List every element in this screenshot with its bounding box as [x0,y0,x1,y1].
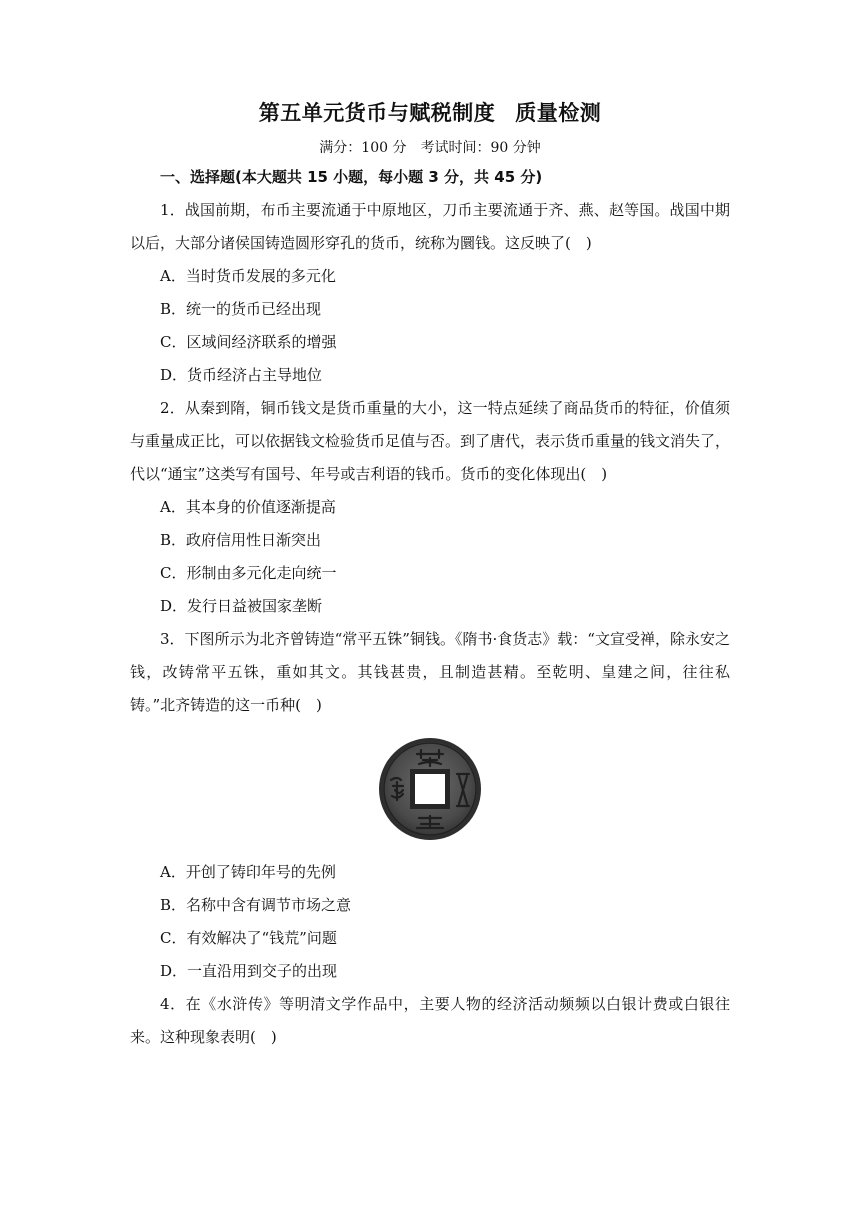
option-c: C．区域间经济联系的增强 [160,333,337,351]
option-d: D．一直沿用到交子的出现 [160,962,338,980]
question-3 [130,623,730,988]
option-d: D．发行日益被国家垄断 [160,597,323,615]
option-b: B．名称中含有调节市场之意 [160,896,352,914]
title-sub: 质量检测 [515,101,602,125]
exam-time: 考试时间：90 分钟 [420,140,541,156]
option-a: A．开创了铸印年号的先例 [160,863,336,881]
question-stem: 2．从秦到隋，铜币钱文是货币重量的大小，这一特点延续了商品货币的特征，价值须与重量成正比，可以依据钱文检验货币足值与否。到了唐代，表示货币重量的钱文消失了，代以“通宝”这类写有国号、年号或吉利语的钱币。货币的变化体现出( ) [130,399,731,483]
coin-figure [130,736,730,842]
coin-square-hole [415,774,445,804]
title-main: 第五单元货币与赋税制度 [258,101,496,125]
option-b: B．政府信用性日渐突出 [160,531,322,549]
question-2 [130,392,730,623]
question-stem: 3．下图所示为北齐曾铸造“常平五铢”铜钱。《隋书·食货志》载：“文宣受禅，除永安之钱，改铸常平五铢，重如其文。其钱甚贵，且制造甚精。至乾明、皇建之间，往往私铸。”北齐铸造的这一币种( ) [130,630,730,714]
question-1 [130,194,730,392]
full-score: 满分：100 分 [319,140,407,156]
option-a: A．其本身的价值逐渐提高 [160,498,336,516]
question-4 [130,988,730,1054]
page-title [130,98,730,128]
question-stem: 1．战国前期，布币主要流通于中原地区，刀币主要流通于齐、燕、赵等国。战国中期以后，大部分诸侯国铸造圆形穿孔的货币，统称为圜钱。这反映了( ) [130,201,730,252]
option-b: B．统一的货币已经出现 [160,300,322,318]
ancient-coin-icon [377,736,483,842]
option-c: C．有效解决了“钱荒”问题 [160,929,337,947]
option-c: C．形制由多元化走向统一 [160,564,337,582]
option-d: D．货币经济占主导地位 [160,366,323,384]
option-a: A．当时货币发展的多元化 [160,267,336,285]
question-stem: 4．在《水浒传》等明清文学作品中，主要人物的经济活动频频以白银计费或白银往来。这种现象表明( ) [130,995,730,1046]
section-heading: 一、选择题(本大题共 15 小题，每小题 3 分，共 45 分) [160,168,543,186]
exam-page [130,98,730,1054]
exam-meta [130,138,730,158]
